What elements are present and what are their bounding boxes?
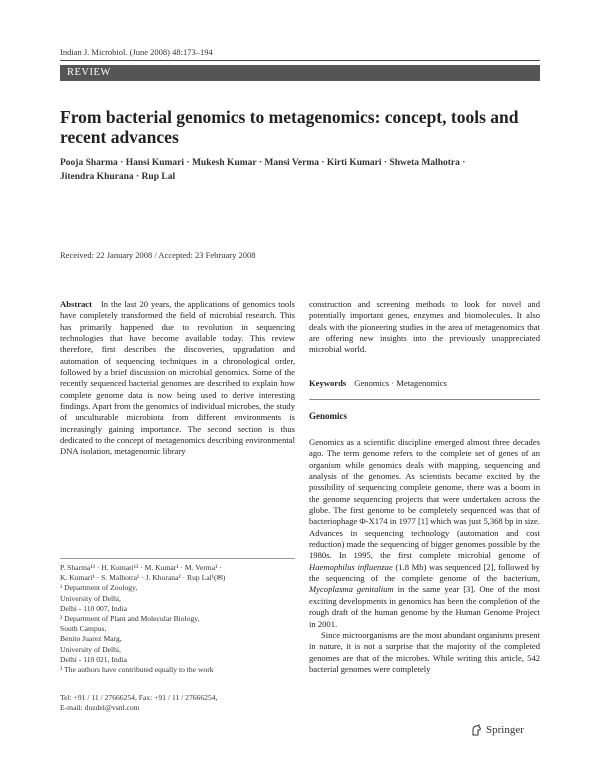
abstract (60, 299, 295, 458)
springer-horse-icon (470, 724, 482, 736)
authors-line-2: Jitendra Khurana · Rup Lal (60, 171, 176, 182)
affiliation-line: Delhi - 110 007, India (60, 603, 127, 613)
affiliation-line: P. Sharma¹³ · H. Kumari¹³ · M. Kumar¹ · M. Verma¹ · (60, 563, 222, 572)
affiliation-line: University of Delhi, (60, 644, 121, 654)
affiliation-line: Delhi - 110 021, India (60, 654, 127, 664)
contact-info (60, 693, 217, 713)
contact-tel-fax: Tel: +91 / 11 / 27666254, Fax: +91 / 11 / 27666254, (60, 693, 218, 702)
keywords-text: Genomics · Metagenomics (354, 378, 447, 388)
abstract-continued (309, 299, 540, 356)
authors-line-1: Pooja Sharma · Hansi Kumari · Mukesh Kumar · Mansi Verma · Kirti Kumari · Shweta Malhotra · (60, 158, 466, 168)
affiliation-line: ² Department of Plant and Molecular Biology, (60, 614, 200, 624)
abstract-text: In the last 20 years, the applications of genomics tools have completely transformed the field of microbial research. This has primarily happened due to revolution in sequencing technologies that have become available today. This review therefore, first describes the discoveries, upgradation and automation of sequencing techniques in a chronological order, followed by a brief discussion on microbial genomics. Some of the recently sequenced bacterial genomes are described to explain how complete genome data is now being used to derive interesting findings. Apart from the genomics of individual microbes, the study of unculturable microbiota from different environments is increasingly gaining importance. The second section is thus dedicated to the concept of metagenomics describing environmental DNA isolation, metagenomic library (60, 299, 295, 457)
abstract-continued-text: construction and screening methods to look for novel and potentially important genes, enzymes and biomolecules. It also deals with the pioneering studies in the area of metagenomics that are offering new insights into the previously unappreciated microbial world. (309, 299, 540, 355)
affiliation-line: K. Kumari¹ · S. Malhotra¹ · J. Khurana² · Rup Lal¹(✉) (60, 573, 226, 583)
affiliation-line: University of Delhi, (60, 593, 121, 603)
footnote-rule (60, 558, 295, 559)
genomics-paragraph-2: Since microorganisms are the most abundant organisms present in nature, it is not a surprise that the majority of the completed genomes are that of the microbes. While writing this article, 542 bacterial genomes were completely (309, 629, 540, 674)
publisher-logo (470, 724, 524, 736)
article-title: From bacterial genomics to metagenomics: concept, tools and recent advances (60, 107, 519, 147)
received-dates: Received: 22 January 2008 / Accepted: 23 February 2008 (60, 250, 256, 260)
affiliation-line: Benito Juarez Marg, (60, 634, 122, 644)
section-rule (309, 399, 540, 400)
affiliations (60, 563, 295, 675)
section-label: REVIEW (67, 67, 111, 78)
affiliation-line: South Campus, (60, 624, 107, 634)
journal-citation: Indian J. Microbiol. (June 2008) 48:173–194 (60, 47, 213, 57)
affiliation-line: ¹ Department of Zoology, (60, 583, 138, 593)
keywords (309, 378, 447, 388)
affiliation-line: ³ The authors have contributed equally to the work (60, 665, 214, 675)
genomics-body (309, 437, 540, 675)
genomics-heading: Genomics (309, 411, 347, 421)
genomics-paragraph-1: Genomics as a scientific discipline emerged almost three decades ago. The term genome refers to the complete set of genes of an organism while genomics deals with mapping, sequencing and analysis of the genomes. As scientists became excited by the possibility of sequencing complete genome, there was a boom in the genome sequencing projects that were undertaken across the globe. The first genome to be completely sequenced was that of bacteriophage Φ-X174 in 1977 [1] which was just 5,368 bp in size. Advances in sequencing technology (automation and cost reduction) made the sequencing of bigger genomes possible by the 1980s. In 1995, the first complete microbial genome of Haemophilus influenzae (1.8 Mb) was sequenced [2], followed by the sequencing of the complete genome of the bacterium, Mycoplasma genitalium in the same year [3]. One of the most exciting developments in genomics has been the completion of the rough draft of the human genome by the Human Genome Project in 2001. (309, 437, 540, 629)
author-list (60, 157, 540, 184)
section-label-bar (60, 65, 540, 81)
keywords-label: Keywords (309, 378, 347, 388)
header-rule (60, 60, 540, 61)
contact-email[interactable]: E-mail: duzdel@vsnl.com (60, 703, 140, 713)
publisher-name: Springer (486, 724, 524, 736)
abstract-label: Abstract (60, 299, 92, 309)
